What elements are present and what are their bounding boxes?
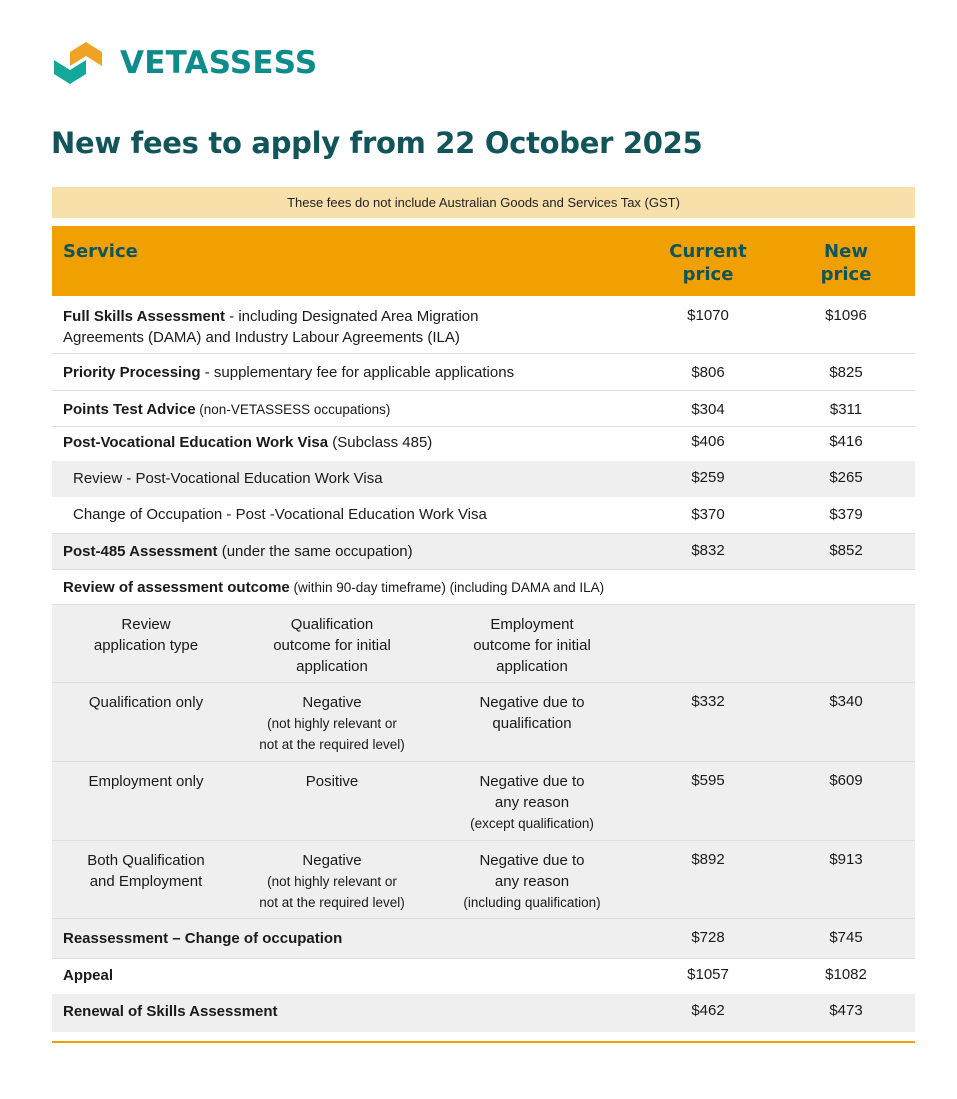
table-row — [52, 497, 915, 534]
cell-line: Negative — [302, 852, 362, 869]
cell-line: (including qualification) — [463, 895, 601, 910]
cell-line: and Employment — [89, 873, 203, 890]
row-label-bold: Post-Vocational Education Work Visa — [63, 434, 329, 451]
cell-line: any reason — [494, 794, 570, 811]
table-row — [52, 354, 915, 391]
row-label-rest: - including Designated Area Migration — [225, 308, 479, 325]
new-price: $1096 — [825, 307, 867, 324]
table-row — [52, 534, 915, 570]
current-price: $406 — [691, 433, 725, 450]
employment-outcome — [442, 771, 622, 834]
table-row — [52, 461, 915, 497]
cell-line: qualification — [492, 715, 572, 732]
brand-logo — [52, 38, 317, 88]
table-row — [52, 994, 915, 1032]
header-current-line1: Current — [669, 241, 747, 262]
subheader-employment — [442, 614, 622, 677]
review-type — [66, 850, 226, 892]
subheader-qualification — [242, 614, 422, 677]
cell-line: Negative — [302, 694, 362, 711]
row-label — [63, 965, 113, 986]
current-price: $462 — [691, 1002, 725, 1019]
cell-line: Both Qualification — [87, 852, 205, 869]
new-price: $1082 — [825, 966, 867, 983]
employment-outcome — [442, 850, 622, 913]
subheader-line: application — [296, 658, 368, 675]
row-label — [63, 399, 390, 420]
current-price: $332 — [691, 693, 725, 710]
row-label-bold: Points Test Advice — [63, 401, 196, 418]
row-label — [63, 306, 479, 348]
current-price: $595 — [691, 772, 725, 789]
new-price: $609 — [829, 772, 863, 789]
qualification-outcome — [242, 692, 422, 755]
new-price: $340 — [829, 693, 863, 710]
new-price: $745 — [829, 929, 863, 946]
employment-outcome — [442, 692, 622, 734]
row-label-rest: (under the same occupation) — [217, 543, 413, 560]
subheader-line: outcome for initial — [473, 637, 591, 654]
row-label-bold: Appeal — [63, 967, 114, 984]
current-price: $832 — [691, 542, 725, 559]
row-label-rest: (Subclass 485) — [328, 434, 433, 451]
row-label — [63, 541, 413, 562]
new-price: $311 — [829, 401, 863, 418]
gst-note: These fees do not include Australian Goods and Services Tax (GST) — [52, 187, 915, 218]
fees-table — [52, 226, 915, 1032]
row-label-rest: - supplementary fee for applicable applications — [200, 364, 515, 381]
review-type — [66, 692, 226, 713]
table-row — [52, 296, 915, 354]
new-price: $852 — [829, 542, 863, 559]
row-label — [63, 1001, 278, 1022]
current-price: $304 — [691, 401, 725, 418]
header-new-line1: New — [824, 241, 868, 262]
current-price: $370 — [691, 506, 725, 523]
row-label-bold: Priority Processing — [63, 364, 201, 381]
subheader-line: application type — [93, 637, 199, 654]
vetassess-chevron-logo-icon — [52, 38, 106, 88]
row-label-bold: Post-485 Assessment — [63, 543, 218, 560]
cell-line: Positive — [305, 773, 359, 790]
current-price: $806 — [691, 364, 725, 381]
current-price: $728 — [691, 929, 725, 946]
table-row — [52, 427, 915, 461]
row-label-line2: Agreements (DAMA) and Industry Labour Agreements (ILA) — [63, 329, 460, 346]
row-label-bold: Review of assessment outcome — [63, 579, 290, 596]
new-price: $265 — [829, 469, 863, 486]
row-label: Review - Post-Vocational Education Work Visa — [73, 470, 383, 487]
row-label-bold: Renewal of Skills Assessment — [63, 1003, 278, 1020]
cell-line: any reason — [494, 873, 570, 890]
qualification-outcome — [242, 850, 422, 913]
new-price: $416 — [829, 433, 863, 450]
cell-line: (not highly relevant or — [267, 874, 397, 889]
row-label — [63, 432, 432, 453]
row-label-rest: (non-VETASSESS occupations) — [195, 402, 391, 417]
current-price: $259 — [691, 469, 725, 486]
row-label — [63, 362, 514, 383]
row-label — [63, 928, 342, 949]
subheader-line: application — [496, 658, 568, 675]
cell-line: (except qualification) — [470, 816, 594, 831]
review-row — [52, 762, 915, 841]
cell-line: Negative due to — [479, 694, 585, 711]
current-price: $1057 — [687, 966, 729, 983]
cell-line: not at the required level) — [259, 737, 405, 752]
review-row — [52, 683, 915, 762]
new-price: $473 — [829, 1002, 863, 1019]
review-subheader-row — [52, 605, 915, 683]
table-row — [52, 391, 915, 427]
row-label — [63, 577, 604, 598]
table-header — [52, 226, 915, 296]
subheader-line: Employment — [490, 616, 574, 633]
cell-line: Employment only — [88, 773, 204, 790]
review-type — [66, 771, 226, 792]
header-current-line2: price — [682, 264, 734, 285]
cell-line: Qualification only — [88, 694, 204, 711]
review-row — [52, 841, 915, 919]
new-price: $913 — [829, 851, 863, 868]
table-row — [52, 959, 915, 994]
header-new-line2: price — [820, 264, 872, 285]
subheader-line: Review — [121, 616, 171, 633]
header-service: Service — [63, 241, 138, 262]
cell-line: (not highly relevant or — [267, 716, 397, 731]
header-new-price — [796, 240, 896, 286]
table-bottom-rule — [52, 1041, 915, 1043]
row-label-rest: (within 90-day timeframe) (including DAMA and ILA) — [289, 580, 605, 595]
qualification-outcome — [242, 771, 422, 792]
brand-name: VETASSESS — [120, 45, 318, 81]
cell-line: Negative due to — [479, 773, 585, 790]
cell-line: not at the required level) — [259, 895, 405, 910]
table-row — [52, 919, 915, 959]
row-label-bold: Full Skills Assessment — [63, 308, 226, 325]
cell-line: Negative due to — [479, 852, 585, 869]
subheader-line: outcome for initial — [273, 637, 391, 654]
current-price: $1070 — [687, 307, 729, 324]
subheader-review-type — [66, 614, 226, 656]
new-price: $379 — [829, 506, 863, 523]
page-title: New fees to apply from 22 October 2025 — [51, 126, 703, 160]
row-label: Change of Occupation - Post -Vocational Education Work Visa — [73, 506, 487, 523]
header-current-price — [658, 240, 758, 286]
subheader-line: Qualification — [290, 616, 374, 633]
table-row — [52, 570, 915, 605]
new-price: $825 — [829, 364, 863, 381]
row-label-bold: Reassessment – Change of occupation — [63, 930, 343, 947]
current-price: $892 — [691, 851, 725, 868]
